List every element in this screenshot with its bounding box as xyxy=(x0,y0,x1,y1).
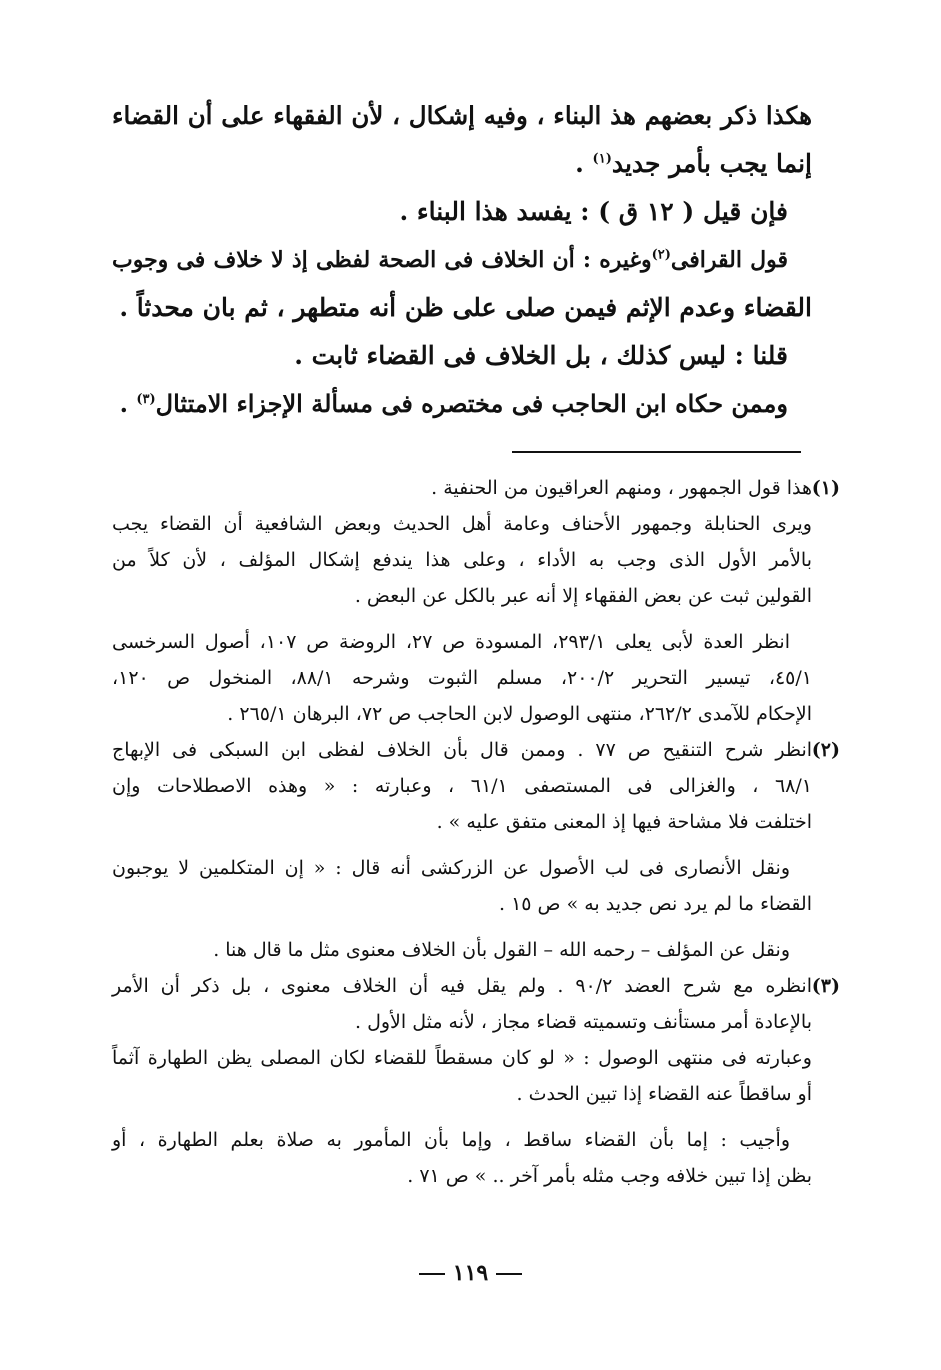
footnote-line: انظره مع شرح العضد ٩٠/٢ . ولم يقل فيه أن الخلاف معنوى ، بل ذكر أن الأمر xyxy=(112,975,812,997)
footnote-line: اختلفت فلا مشاحة فيها إذ المعنى متفق عليه » . xyxy=(436,811,812,833)
footnote-line: انظر شرح التنقيح ص ٧٧ . وممن قال بأن الخلاف لفظى ابن السبكى فى الإبهاج xyxy=(112,739,813,761)
folio-dash-left xyxy=(419,1273,445,1275)
main-line-3: فإن قيل ( ١٢ ق ) : يفسد هذا البناء . xyxy=(399,197,788,226)
main-text xyxy=(112,92,812,428)
main-line-6: قلنا : ليس كذلك ، بل الخلاف فى القضاء ثابت . xyxy=(294,341,788,370)
main-line-2-text: إنما يجب بأمر جديد xyxy=(611,149,812,178)
footnote-line: القولين ثبت عن بعض الفقهاء إلا أنه عبر بالكل عن البعض . xyxy=(354,585,812,607)
folio-dash-right xyxy=(496,1273,522,1275)
footnote-line: أو ساقطاً عنه القضاء إذا تبين الحدث . xyxy=(516,1083,812,1105)
footnote-line: بظن إذا تبين خلافه وجب مثله بأمر آخر .. » ص ٧١ . xyxy=(407,1165,812,1187)
footnote-line: وأجيب : إما بأن القضاء ساقط ، وإما بأن المأمور به صلاة بعلم الطهارة ، أو xyxy=(112,1129,790,1151)
footnote-separator xyxy=(512,451,801,453)
main-line-2 xyxy=(112,140,812,188)
main-line-4-pre: قول القرافى xyxy=(670,247,788,273)
main-line-5: القضاء وعدم الإثم فيمن صلى على ظن أنه متطهر ، ثم بان محدثاً . xyxy=(119,293,812,322)
footnote-number: (٢) xyxy=(811,739,840,761)
footnote-line: وعبارته فى منتهى الوصول : « لو كان مسقطاً للقضاء لكان المصلى يظن الطهارة آثماً xyxy=(112,1047,812,1069)
footnote-line: ويرى الحنابلة وجمهور الأحناف وعامة أهل الحديث وبعض الشافعية أن القضاء يجب xyxy=(112,513,812,535)
footnote-3 xyxy=(112,968,840,1194)
footnote-number: (١) xyxy=(811,477,840,499)
footnote-ref-2[interactable]: (٢) xyxy=(651,247,671,263)
main-line-2-end: . xyxy=(575,149,593,178)
footnote-line: ونقل الأنصارى فى لب الأصول عن الزركشى أنه قال : « إن المتكلمين لا يوجبون xyxy=(112,857,790,879)
footnote-line: بالإعادة أمر مستأنف وتسميته قضاء مجاز ، لأنه مثل الأول . xyxy=(354,1011,812,1033)
page-number xyxy=(0,1258,941,1288)
main-line-7 xyxy=(112,380,812,428)
footnote-line: ٤٥/١، تيسير التحرير ٢٠٠/٢، مسلم الثبوت وشرحه ٨٨/١، المنخول ص ١٢٠، xyxy=(112,667,812,689)
main-line-1: هكذا ذكر بعضهم هذ البناء ، وفيه إشكال ، لأن الفقهاء على أن القضاء xyxy=(112,101,812,130)
footnote-line: هذا قول الجمهور ، ومنهم العراقيون من الحنفية . xyxy=(431,477,812,499)
main-line-7-end: . xyxy=(119,389,137,418)
footnote-line: الإحكام للآمدى ٢٦٢/٢، منتهى الوصول لابن الحاجب ص ٧٢، البرهان ٢٦٥/١ . xyxy=(227,703,812,725)
footnote-line: ٦٨/١ ، والغزالى فى المستصفى ٦١/١ ، وعبارته : « وهذه الاصطلاحات وإن xyxy=(112,775,812,797)
main-line-7-text: وممن حكاه ابن الحاجب فى مختصره فى مسألة الإجزاء الامتثال xyxy=(155,389,788,418)
footnote-line: بالأمر الأول الذى وجب به الأداء ، وعلى هذا يندفع إشكال المؤلف ، لأن كلاً من xyxy=(112,549,812,571)
footnote-line: انظر العدة لأبى يعلى ٢٩٣/١، المسودة ص ٢٧، الروضة ص ١٠٧، أصول السرخسى xyxy=(112,631,790,653)
footnote-ref-1[interactable]: (١) xyxy=(592,151,612,167)
footnote-line: القضاء ما لم يرد نص جديد به » ص ١٥ . xyxy=(499,893,812,915)
footnote-number: (٣) xyxy=(811,975,840,997)
main-line-4 xyxy=(112,236,812,284)
footnote-ref-3[interactable]: (٣) xyxy=(136,392,156,407)
footnotes xyxy=(112,470,840,1194)
page-number-value: ١١٩ xyxy=(452,1260,489,1286)
footnote-line: ونقل عن المؤلف – رحمه الله – القول بأن الخلاف معنوى مثل ما قال هنا . xyxy=(213,939,790,961)
footnote-1 xyxy=(112,470,840,732)
footnote-2 xyxy=(112,732,840,968)
main-line-4-text: وغيره : أن الخلاف فى الصحة لفظى إذ لا خلاف فى وجوب xyxy=(112,247,652,273)
